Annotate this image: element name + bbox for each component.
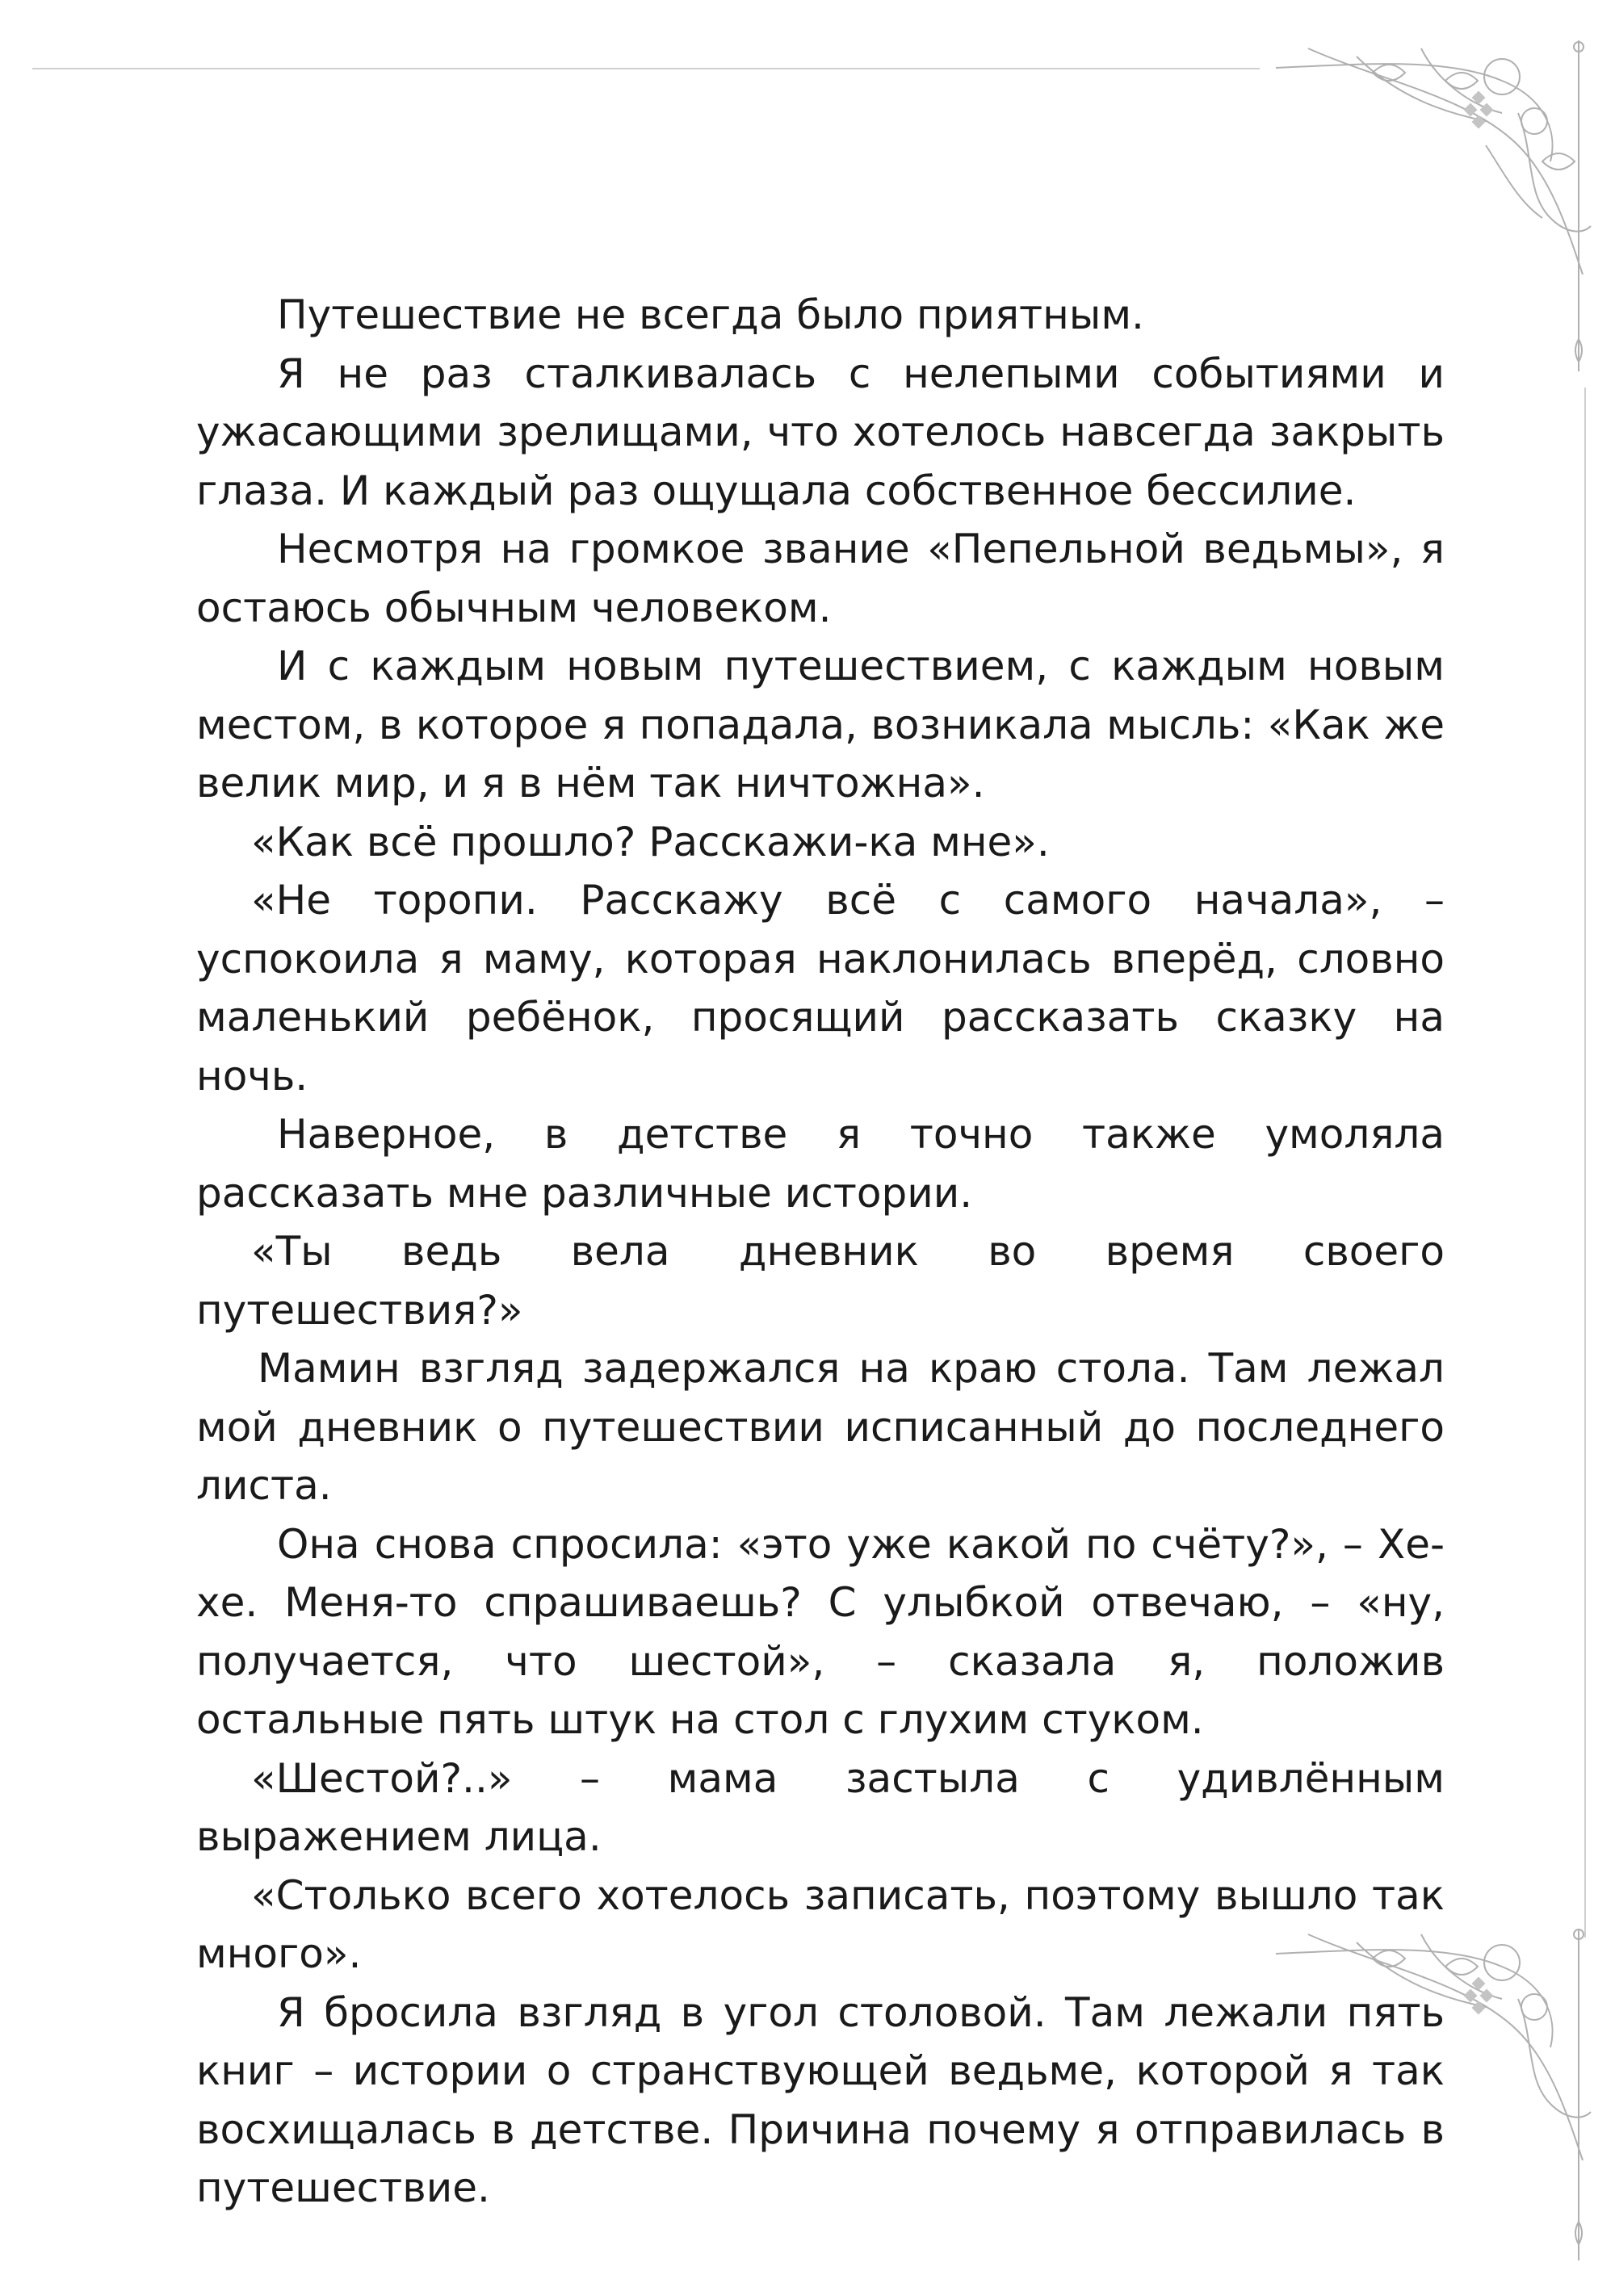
paragraph: «Не торопи. Расскажу всё с самого начала», – успокоила я маму, которая наклонилась вперёд, словно маленький ребёнок, просящий рассказать сказку на ночь.	[196, 877, 1445, 1100]
paragraph: «Ты ведь вела дневник во время своего путешествия?»	[196, 1228, 1445, 1334]
paragraph: «Столько всего хотелось записать, поэтому вышло так много».	[196, 1871, 1445, 1977]
paragraph: Я не раз сталкивалась с нелепыми событиями и ужасающими зрелищами, что хотелось навсегда закрыть глаза. И каждый раз ощущала собственное бессилие.	[196, 350, 1445, 514]
paragraph: Мамин взгляд задержался на краю стола. Там лежал мой дневник о путешествии исписанный до последнего листа.	[196, 1345, 1445, 1509]
body-text	[196, 286, 1445, 2218]
paragraph: Несмотря на громкое звание «Пепельной ведьмы», я остаюсь обычным человеком.	[196, 526, 1445, 631]
paragraph: И с каждым новым путешествием, с каждым новым местом, в которое я попадала, возникала мысль: «Как же велик мир, и я в нём так ничтожна».	[196, 643, 1445, 807]
paragraph: Путешествие не всегда было приятным.	[277, 291, 1144, 338]
paragraph: Она снова спросила: «это уже какой по счёту?», – Хе-хе. Меня-то спрашиваешь? С улыбкой отвечаю, – «ну, получается, что шестой», – сказала я, положив остальные пять штук на стол с глухим стуком.	[196, 1520, 1445, 1743]
paragraph: Наверное, в детстве я точно также умоляла рассказать мне различные истории.	[196, 1111, 1445, 1217]
paragraph: «Шестой?..» – мама застыла с удивлённым выражением лица.	[196, 1754, 1445, 1860]
frame-top-line	[32, 68, 1260, 69]
paragraph: «Как всё прошло? Расскажи-ка мне».	[251, 818, 1050, 865]
frame-right-line	[1584, 388, 1586, 1938]
paragraph: Я бросила взгляд в угол столовой. Там лежали пять книг – истории о странствующей ведьме, которой я так восхищалась в детстве. Причина почему я отправилась в путешествие.	[196, 1988, 1445, 2211]
